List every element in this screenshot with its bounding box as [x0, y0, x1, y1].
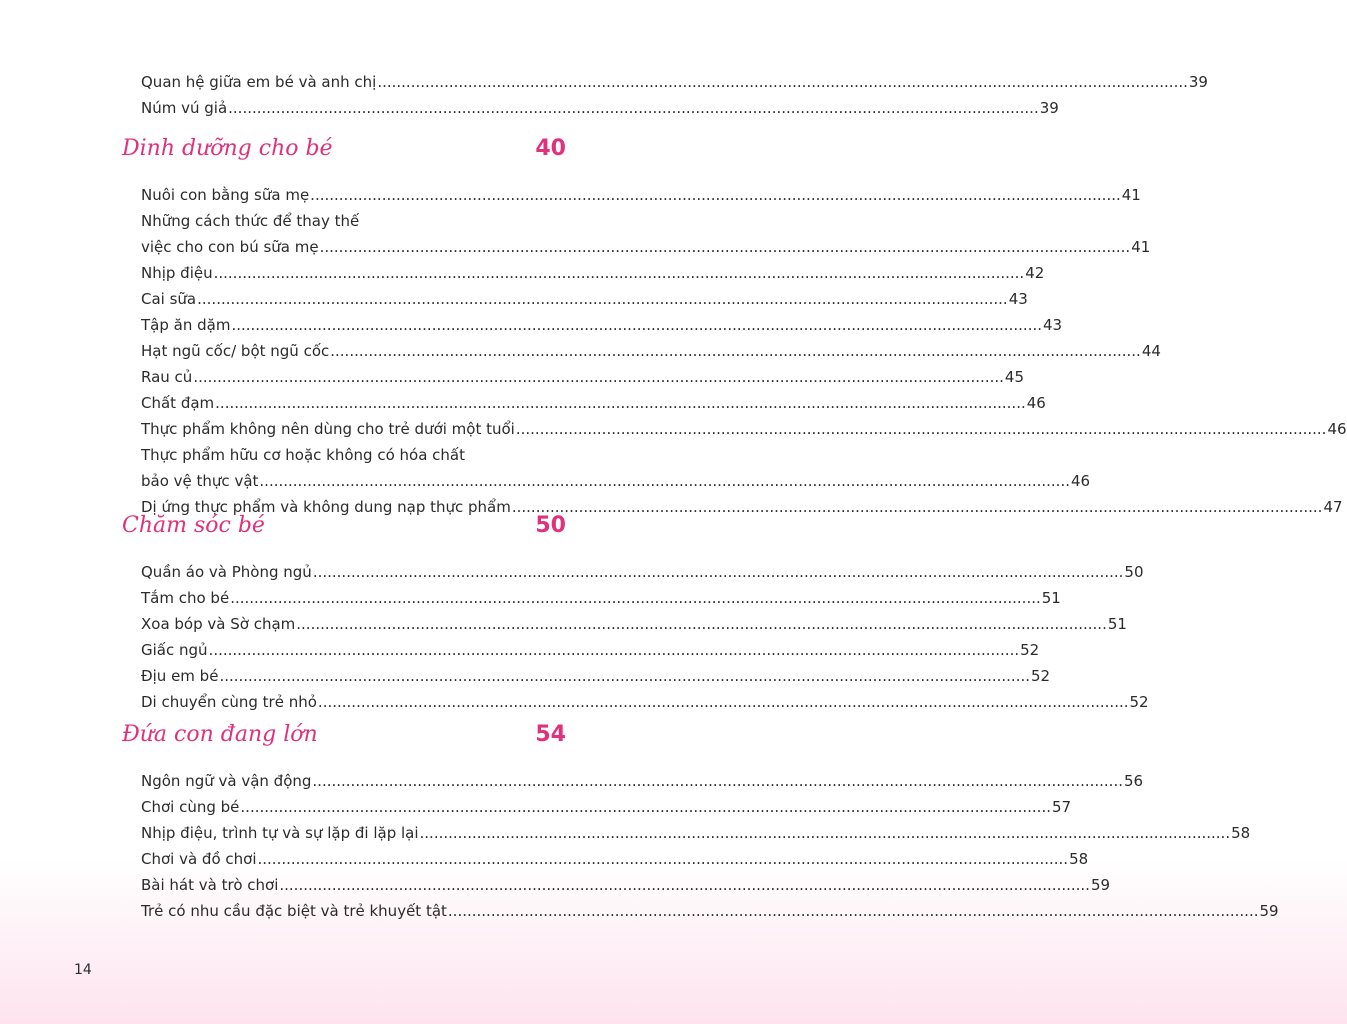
section-heading [122, 136, 566, 170]
toc-entry [141, 69, 1208, 95]
toc-entry-title: Nhịp điệu, trình tự và sự lặp đi lặp lại [141, 824, 419, 842]
section-entries [141, 182, 1347, 520]
toc-entry-page: 46 [1026, 394, 1046, 412]
section-heading [122, 513, 566, 547]
toc-entry-title: Thực phẩm không nên dùng cho trẻ dưới một tuổi [141, 420, 515, 438]
toc-entry-page: 43 [1008, 290, 1028, 308]
toc-entry-page: 45 [1004, 368, 1024, 386]
toc-entry-title: Cai sữa [141, 290, 197, 308]
toc-leader-dots [219, 663, 1030, 689]
toc-entry-title: Tắm cho bé [141, 589, 230, 607]
toc-leader-dots [214, 260, 1025, 286]
section-page: 54 [535, 722, 566, 747]
toc-entry-title: Di chuyển cùng trẻ nhỏ [141, 693, 317, 711]
section-entries [141, 768, 1279, 924]
toc-entry-title-line1: Những cách thức để thay thế [141, 212, 360, 230]
toc-entry [141, 898, 1279, 924]
toc-entry-title: Địu em bé [141, 667, 219, 685]
toc-entry [141, 689, 1149, 715]
page-number: 14 [74, 962, 92, 978]
toc-entry [141, 611, 1127, 637]
toc-entry [141, 208, 1151, 260]
toc-entry [141, 637, 1040, 663]
toc-entry [141, 794, 1072, 820]
toc-leader-dots [259, 468, 1070, 494]
toc-leader-dots [313, 559, 1124, 585]
toc-entry-title: Chất đạm [141, 394, 215, 412]
toc-section-nutrition [122, 136, 1347, 520]
toc-entry-title: Ngôn ngữ và vận động [141, 772, 312, 790]
toc-entry-title: Dị ứng thực phẩm và không dung nạp thực phẩm [141, 498, 511, 516]
toc-entry-title: Chơi và đồ chơi [141, 850, 257, 868]
toc-entry [141, 768, 1144, 794]
toc-entry-page: 46 [1070, 472, 1091, 490]
toc-entry-page: 58 [1069, 850, 1089, 868]
toc-entry-title-line1: Thực phẩm hữu cơ hoặc không có hóa chất [141, 446, 465, 464]
toc-entry [141, 872, 1111, 898]
toc-entry-title: Xoa bóp và Sờ chạm [141, 615, 296, 633]
toc-leader-dots [209, 637, 1020, 663]
toc-entry-title: Rau củ [141, 368, 193, 386]
toc-entry-page: 59 [1090, 876, 1111, 894]
toc-entry-page: 58 [1231, 824, 1251, 842]
toc-leader-dots [512, 494, 1323, 520]
toc-leader-dots [197, 286, 1008, 312]
toc-leader-dots [228, 95, 1039, 121]
toc-entry-title: việc cho con bú sữa mẹ [141, 238, 319, 256]
toc-leader-dots [516, 416, 1327, 442]
section-title: Dinh dưỡng cho bé [122, 136, 333, 161]
toc-entry-page: 43 [1043, 316, 1063, 334]
toc-entry-page: 41 [1131, 238, 1151, 256]
toc-leader-dots [279, 872, 1090, 898]
toc-entry-title: Nhịp điệu [141, 264, 213, 282]
toc-entry-title: Quan hệ giữa em bé và anh chị [141, 73, 377, 91]
toc-entry [141, 390, 1046, 416]
toc-leader-dots [310, 182, 1121, 208]
toc-entry-title: Tập ăn dặm [141, 316, 231, 334]
toc-entry-page: 47 [1323, 498, 1343, 516]
toc-entry [141, 95, 1059, 121]
toc-entry-page: 56 [1123, 772, 1144, 790]
toc-entry-page: 39 [1188, 73, 1208, 91]
toc-entry-title: Nuôi con bằng sữa mẹ [141, 186, 310, 204]
toc-leader-dots [193, 364, 1004, 390]
toc-entry-title: Hạt ngũ cốc/ bột ngũ cốc [141, 342, 330, 360]
toc-entry-page: 42 [1025, 264, 1045, 282]
toc-entry-title: Chơi cùng bé [141, 798, 240, 816]
toc-leader-dots [258, 846, 1069, 872]
toc-entry-page: 44 [1141, 342, 1161, 360]
toc-entry-title: Giấc ngủ [141, 641, 208, 659]
toc-entry-title: Quần áo và Phòng ngủ [141, 563, 312, 581]
toc-leader-dots [240, 794, 1051, 820]
toc-entry-page: 52 [1031, 667, 1051, 685]
toc-entry [141, 182, 1141, 208]
section-entries [141, 559, 1149, 715]
toc-leader-dots [231, 312, 1042, 338]
toc-entry [141, 442, 1091, 494]
toc-entry-title: Núm vú giả [141, 99, 228, 117]
toc-entry-page: 39 [1039, 99, 1059, 117]
toc-entry-page: 41 [1121, 186, 1141, 204]
toc-entry [141, 416, 1347, 442]
toc-leader-dots [320, 234, 1131, 260]
toc-section-baby-care [122, 513, 1149, 715]
toc-entry-page: 52 [1129, 693, 1149, 711]
toc-leader-dots [448, 898, 1259, 924]
toc-section-growing-child [122, 722, 1279, 924]
section-heading [122, 722, 566, 756]
section-page: 50 [535, 513, 566, 538]
toc-leader-dots [377, 69, 1188, 95]
toc-entry [141, 312, 1063, 338]
toc-entry [141, 846, 1089, 872]
toc-entry-title: Bài hát và trò chơi [141, 876, 279, 894]
section-title: Chăm sóc bé [122, 513, 265, 538]
toc-leader-dots [330, 338, 1141, 364]
toc-leader-dots [420, 820, 1231, 846]
toc-entry [141, 286, 1028, 312]
toc-leader-dots [312, 768, 1123, 794]
section-title: Đứa con đang lớn [122, 722, 318, 747]
toc-entry [141, 260, 1045, 286]
toc-entry-page: 51 [1107, 615, 1127, 633]
toc-leader-dots [230, 585, 1041, 611]
toc-entry-title: bảo vệ thực vật [141, 472, 259, 490]
toc-entry [141, 364, 1024, 390]
toc-entry [141, 663, 1051, 689]
toc-entry-page: 59 [1259, 902, 1279, 920]
toc-continued-entries [141, 69, 1208, 121]
toc-entry-page: 51 [1041, 589, 1061, 607]
toc-entry-title: Trẻ có nhu cầu đặc biệt và trẻ khuyết tật [141, 902, 447, 920]
toc-entry-page: 46 [1327, 420, 1347, 438]
toc-entry [141, 559, 1144, 585]
section-page: 40 [535, 136, 566, 161]
toc-leader-dots [296, 611, 1107, 637]
toc-leader-dots [318, 689, 1129, 715]
toc-entry-page: 52 [1020, 641, 1040, 659]
toc-entry-page: 57 [1051, 798, 1072, 816]
toc-entry-page: 50 [1124, 563, 1144, 581]
toc-entry [141, 820, 1251, 846]
toc-entry [141, 585, 1061, 611]
toc-leader-dots [215, 390, 1026, 416]
toc-entry [141, 338, 1161, 364]
